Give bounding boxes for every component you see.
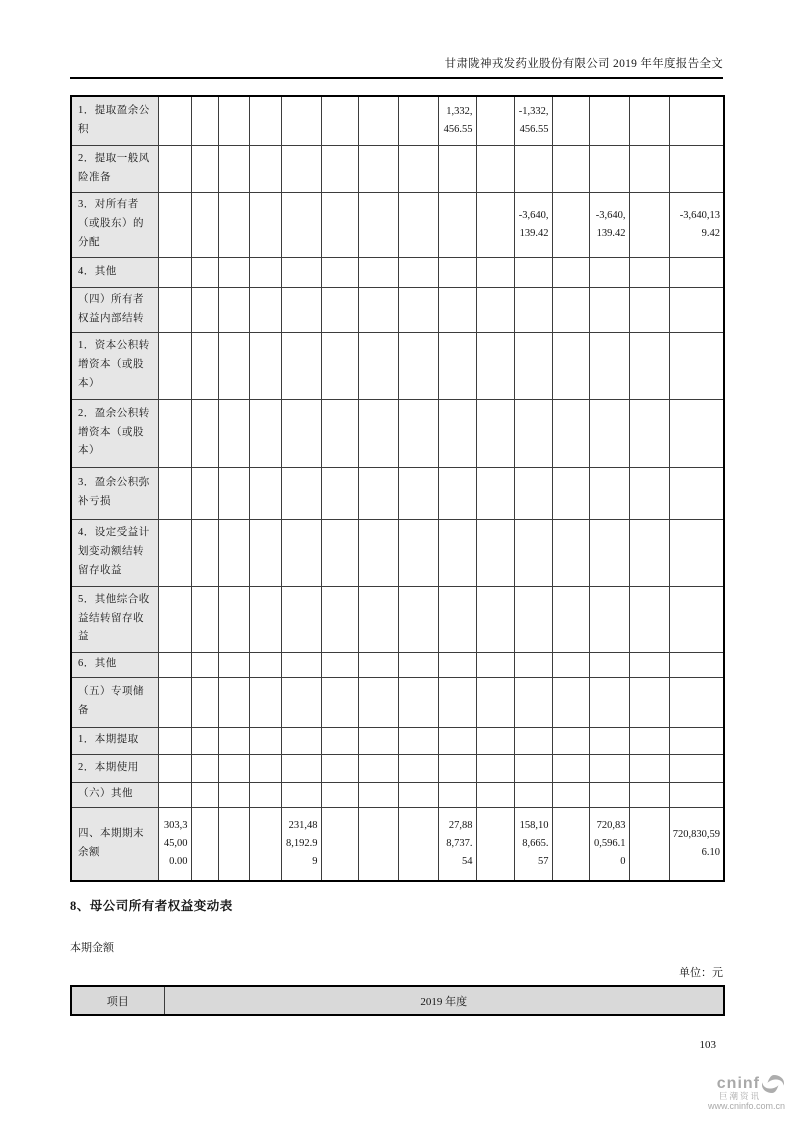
value-cell: -3,640,139.42 — [514, 192, 552, 257]
empty-cell — [218, 145, 249, 192]
empty-cell — [158, 145, 191, 192]
empty-cell — [589, 96, 629, 145]
empty-cell — [321, 807, 358, 881]
empty-cell — [158, 727, 191, 754]
empty-cell — [358, 257, 398, 287]
empty-cell — [158, 257, 191, 287]
equity-table-row — [71, 287, 724, 332]
empty-cell — [552, 467, 589, 519]
empty-cell — [438, 586, 476, 652]
empty-cell — [629, 287, 669, 332]
empty-cell — [476, 754, 514, 782]
empty-cell — [281, 652, 321, 677]
empty-cell — [321, 467, 358, 519]
equity-table-row — [71, 332, 724, 399]
row-label: 1．资本公积转增资本（或股本） — [71, 332, 158, 399]
empty-cell — [281, 399, 321, 467]
empty-cell — [589, 652, 629, 677]
empty-cell — [552, 727, 589, 754]
row-label: 2．盈余公积转增资本（或股本） — [71, 399, 158, 467]
empty-cell — [398, 257, 438, 287]
empty-cell — [321, 782, 358, 807]
empty-cell — [589, 754, 629, 782]
empty-cell — [438, 145, 476, 192]
row-label: （六）其他 — [71, 782, 158, 807]
empty-cell — [552, 257, 589, 287]
empty-cell — [476, 467, 514, 519]
row-label: 6．其他 — [71, 652, 158, 677]
empty-cell — [514, 145, 552, 192]
empty-cell — [358, 782, 398, 807]
empty-cell — [514, 727, 552, 754]
empty-cell — [398, 145, 438, 192]
empty-cell — [629, 586, 669, 652]
empty-cell — [629, 652, 669, 677]
empty-cell — [552, 652, 589, 677]
empty-cell — [514, 467, 552, 519]
empty-cell — [629, 145, 669, 192]
value-cell: 1,332,456.55 — [438, 96, 476, 145]
empty-cell — [669, 754, 724, 782]
empty-cell — [629, 519, 669, 586]
empty-cell — [281, 145, 321, 192]
empty-cell — [281, 586, 321, 652]
empty-cell — [398, 96, 438, 145]
empty-cell — [669, 727, 724, 754]
empty-cell — [249, 192, 281, 257]
empty-cell — [669, 332, 724, 399]
empty-cell — [218, 332, 249, 399]
empty-cell — [218, 399, 249, 467]
empty-cell — [249, 257, 281, 287]
empty-cell — [358, 727, 398, 754]
equity-table-row — [71, 782, 724, 807]
empty-cell — [249, 782, 281, 807]
empty-cell — [191, 467, 218, 519]
empty-cell — [218, 677, 249, 727]
empty-cell — [249, 332, 281, 399]
empty-cell — [191, 754, 218, 782]
equity-table-row — [71, 467, 724, 519]
empty-cell — [281, 782, 321, 807]
parent-table-header-row — [71, 986, 724, 1015]
empty-cell — [552, 399, 589, 467]
empty-cell — [552, 754, 589, 782]
empty-cell — [249, 677, 281, 727]
empty-cell — [398, 192, 438, 257]
cninfo-swirl-icon — [761, 1074, 785, 1094]
empty-cell — [249, 807, 281, 881]
empty-cell — [218, 257, 249, 287]
empty-cell — [438, 782, 476, 807]
equity-table-row — [71, 519, 724, 586]
empty-cell — [438, 652, 476, 677]
empty-cell — [321, 399, 358, 467]
empty-cell — [218, 467, 249, 519]
equity-change-table — [70, 95, 725, 882]
empty-cell — [589, 677, 629, 727]
empty-cell — [669, 677, 724, 727]
empty-cell — [158, 754, 191, 782]
empty-cell — [158, 677, 191, 727]
empty-cell — [398, 677, 438, 727]
empty-cell — [218, 586, 249, 652]
empty-cell — [669, 96, 724, 145]
empty-cell — [438, 677, 476, 727]
empty-cell — [218, 287, 249, 332]
empty-cell — [514, 782, 552, 807]
empty-cell — [218, 652, 249, 677]
empty-cell — [281, 192, 321, 257]
equity-table-row — [71, 145, 724, 192]
empty-cell — [669, 586, 724, 652]
value-cell: -3,640,139.42 — [589, 192, 629, 257]
row-label: 4．设定受益计划变动额结转留存收益 — [71, 519, 158, 586]
empty-cell — [398, 467, 438, 519]
empty-cell — [358, 192, 398, 257]
empty-cell — [191, 677, 218, 727]
empty-cell — [514, 332, 552, 399]
empty-cell — [321, 192, 358, 257]
empty-cell — [358, 332, 398, 399]
empty-cell — [438, 399, 476, 467]
empty-cell — [669, 257, 724, 287]
empty-cell — [552, 519, 589, 586]
period-label: 本期金额 — [70, 942, 114, 954]
empty-cell — [552, 145, 589, 192]
empty-cell — [438, 332, 476, 399]
parent-equity-table — [70, 985, 725, 1016]
empty-cell — [249, 754, 281, 782]
empty-cell — [514, 652, 552, 677]
empty-cell — [476, 96, 514, 145]
equity-table-row — [71, 399, 724, 467]
empty-cell — [398, 727, 438, 754]
empty-cell — [158, 332, 191, 399]
empty-cell — [158, 467, 191, 519]
empty-cell — [438, 727, 476, 754]
empty-cell — [552, 677, 589, 727]
empty-cell — [398, 332, 438, 399]
empty-cell — [321, 145, 358, 192]
empty-cell — [514, 399, 552, 467]
empty-cell — [589, 145, 629, 192]
empty-cell — [514, 754, 552, 782]
empty-cell — [438, 519, 476, 586]
empty-cell — [438, 467, 476, 519]
empty-cell — [514, 519, 552, 586]
empty-cell — [669, 467, 724, 519]
empty-cell — [358, 807, 398, 881]
empty-cell — [281, 677, 321, 727]
empty-cell — [321, 332, 358, 399]
empty-cell — [589, 257, 629, 287]
value-cell: -3,640,139.42 — [669, 192, 724, 257]
equity-table-row — [71, 754, 724, 782]
row-label: 四、本期期末余额 — [71, 807, 158, 881]
empty-cell — [398, 754, 438, 782]
value-cell: 27,888,737.54 — [438, 807, 476, 881]
empty-cell — [321, 677, 358, 727]
cninfo-watermark — [665, 1074, 785, 1112]
empty-cell — [358, 467, 398, 519]
empty-cell — [249, 287, 281, 332]
empty-cell — [191, 586, 218, 652]
value-cell: 231,488,192.99 — [281, 807, 321, 881]
parent-table-period-header: 2019 年度 — [164, 986, 724, 1015]
empty-cell — [249, 145, 281, 192]
empty-cell — [629, 677, 669, 727]
empty-cell — [218, 754, 249, 782]
empty-cell — [358, 652, 398, 677]
empty-cell — [514, 586, 552, 652]
equity-table-row — [71, 257, 724, 287]
empty-cell — [218, 519, 249, 586]
empty-cell — [218, 96, 249, 145]
equity-table-row — [71, 677, 724, 727]
empty-cell — [158, 519, 191, 586]
empty-cell — [669, 287, 724, 332]
empty-cell — [629, 754, 669, 782]
empty-cell — [358, 677, 398, 727]
empty-cell — [281, 332, 321, 399]
empty-cell — [629, 96, 669, 145]
section-heading: 8、母公司所有者权益变动表 — [70, 899, 233, 913]
empty-cell — [158, 652, 191, 677]
empty-cell — [669, 782, 724, 807]
empty-cell — [398, 782, 438, 807]
header-divider — [70, 77, 723, 79]
empty-cell — [589, 467, 629, 519]
row-label: 4．其他 — [71, 257, 158, 287]
empty-cell — [398, 652, 438, 677]
empty-cell — [552, 192, 589, 257]
equity-table-row — [71, 192, 724, 257]
empty-cell — [476, 727, 514, 754]
empty-cell — [629, 782, 669, 807]
empty-cell — [476, 287, 514, 332]
empty-cell — [438, 287, 476, 332]
empty-cell — [191, 192, 218, 257]
empty-cell — [281, 727, 321, 754]
empty-cell — [321, 586, 358, 652]
empty-cell — [249, 467, 281, 519]
empty-cell — [476, 332, 514, 399]
empty-cell — [629, 257, 669, 287]
empty-cell — [669, 399, 724, 467]
empty-cell — [191, 519, 218, 586]
empty-cell — [438, 257, 476, 287]
empty-cell — [552, 332, 589, 399]
empty-cell — [281, 467, 321, 519]
empty-cell — [191, 807, 218, 881]
row-label: 1．本期提取 — [71, 727, 158, 754]
unit-label: 单位：元 — [679, 967, 723, 979]
empty-cell — [358, 96, 398, 145]
empty-cell — [552, 96, 589, 145]
empty-cell — [158, 399, 191, 467]
equity-table-row — [71, 727, 724, 754]
empty-cell — [281, 519, 321, 586]
empty-cell — [191, 782, 218, 807]
empty-cell — [191, 96, 218, 145]
empty-cell — [552, 287, 589, 332]
empty-cell — [321, 727, 358, 754]
empty-cell — [476, 652, 514, 677]
empty-cell — [476, 192, 514, 257]
empty-cell — [514, 677, 552, 727]
empty-cell — [321, 519, 358, 586]
value-cell: 303,345,000.00 — [158, 807, 191, 881]
equity-table-row — [71, 586, 724, 652]
empty-cell — [249, 727, 281, 754]
empty-cell — [358, 399, 398, 467]
empty-cell — [629, 727, 669, 754]
empty-cell — [158, 287, 191, 332]
empty-cell — [249, 96, 281, 145]
empty-cell — [629, 332, 669, 399]
empty-cell — [589, 287, 629, 332]
value-cell: 158,108,665.57 — [514, 807, 552, 881]
empty-cell — [249, 399, 281, 467]
empty-cell — [514, 257, 552, 287]
empty-cell — [218, 192, 249, 257]
empty-cell — [552, 807, 589, 881]
empty-cell — [476, 145, 514, 192]
empty-cell — [589, 727, 629, 754]
empty-cell — [589, 586, 629, 652]
equity-table-row — [71, 807, 724, 881]
empty-cell — [552, 782, 589, 807]
equity-table-row — [71, 96, 724, 145]
empty-cell — [218, 727, 249, 754]
empty-cell — [552, 586, 589, 652]
empty-cell — [398, 586, 438, 652]
equity-table-row — [71, 652, 724, 677]
empty-cell — [476, 519, 514, 586]
value-cell: 720,830,596.10 — [589, 807, 629, 881]
empty-cell — [249, 586, 281, 652]
empty-cell — [438, 754, 476, 782]
empty-cell — [321, 652, 358, 677]
empty-cell — [218, 807, 249, 881]
empty-cell — [321, 257, 358, 287]
row-label: 2．本期使用 — [71, 754, 158, 782]
value-cell: -1,332,456.55 — [514, 96, 552, 145]
empty-cell — [191, 727, 218, 754]
empty-cell — [158, 192, 191, 257]
empty-cell — [218, 782, 249, 807]
empty-cell — [191, 399, 218, 467]
empty-cell — [589, 399, 629, 467]
empty-cell — [358, 754, 398, 782]
cninfo-brand-text: cninf — [716, 1075, 760, 1093]
empty-cell — [589, 519, 629, 586]
page-number: 103 — [699, 1039, 716, 1051]
empty-cell — [669, 145, 724, 192]
row-label: 1．提取盈余公积 — [71, 96, 158, 145]
row-label: （四）所有者权益内部结转 — [71, 287, 158, 332]
empty-cell — [191, 287, 218, 332]
row-label: 3．盈余公积弥补亏损 — [71, 467, 158, 519]
empty-cell — [629, 807, 669, 881]
empty-cell — [629, 467, 669, 519]
empty-cell — [281, 754, 321, 782]
empty-cell — [476, 586, 514, 652]
row-label: 2．提取一般风险准备 — [71, 145, 158, 192]
empty-cell — [669, 519, 724, 586]
empty-cell — [191, 145, 218, 192]
empty-cell — [438, 192, 476, 257]
empty-cell — [191, 332, 218, 399]
empty-cell — [398, 287, 438, 332]
empty-cell — [398, 399, 438, 467]
empty-cell — [358, 287, 398, 332]
empty-cell — [281, 257, 321, 287]
empty-cell — [398, 519, 438, 586]
value-cell: 720,830,596.10 — [669, 807, 724, 881]
empty-cell — [358, 145, 398, 192]
empty-cell — [398, 807, 438, 881]
empty-cell — [281, 287, 321, 332]
empty-cell — [358, 586, 398, 652]
empty-cell — [158, 782, 191, 807]
empty-cell — [321, 754, 358, 782]
report-header-title: 甘肃陇神戎发药业股份有限公司 2019 年年度报告全文 — [444, 58, 723, 70]
empty-cell — [669, 652, 724, 677]
empty-cell — [158, 96, 191, 145]
empty-cell — [629, 399, 669, 467]
empty-cell — [476, 677, 514, 727]
row-label: 3．对所有者（或股东）的分配 — [71, 192, 158, 257]
empty-cell — [514, 287, 552, 332]
row-label: （五）专项储备 — [71, 677, 158, 727]
empty-cell — [158, 586, 191, 652]
empty-cell — [321, 287, 358, 332]
empty-cell — [476, 257, 514, 287]
empty-cell — [321, 96, 358, 145]
empty-cell — [249, 652, 281, 677]
empty-cell — [191, 652, 218, 677]
empty-cell — [589, 782, 629, 807]
empty-cell — [589, 332, 629, 399]
empty-cell — [358, 519, 398, 586]
cninfo-url: www.cninfo.com.cn — [707, 1101, 785, 1112]
empty-cell — [281, 96, 321, 145]
cninfo-chinese-name: 巨潮资讯 — [718, 1091, 761, 1101]
empty-cell — [629, 192, 669, 257]
empty-cell — [249, 519, 281, 586]
empty-cell — [191, 257, 218, 287]
parent-table-item-header: 项目 — [71, 986, 164, 1015]
empty-cell — [476, 782, 514, 807]
empty-cell — [476, 807, 514, 881]
empty-cell — [476, 399, 514, 467]
row-label: 5．其他综合收益结转留存收益 — [71, 586, 158, 652]
